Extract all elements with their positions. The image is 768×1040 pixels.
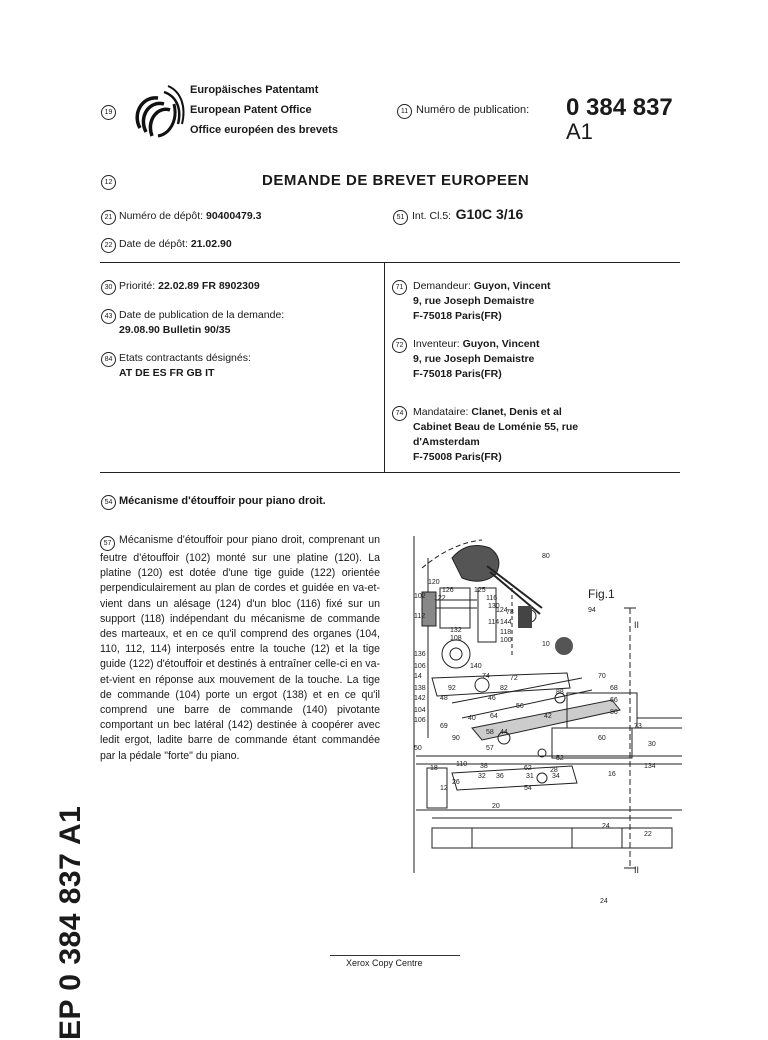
reference-numeral: 34 (552, 773, 560, 780)
representative (413, 406, 562, 418)
publication-kind: A1 (566, 119, 593, 144)
inid-code-19: 19 (101, 105, 116, 120)
inventor-label: Inventeur: (413, 338, 460, 350)
inid-code-43: 43 (101, 309, 116, 324)
reference-numeral: 69 (440, 723, 448, 730)
applicant-name: Guyon, Vincent (473, 280, 551, 292)
inid-code-72: 72 (392, 338, 407, 353)
inid-code-21: 21 (101, 210, 116, 225)
reference-numeral: 104 (414, 707, 426, 714)
reference-numeral: 46 (488, 695, 496, 702)
priority-label: Priorité: (119, 280, 156, 292)
inid-code-71: 71 (392, 280, 407, 295)
reference-numeral: 90 (452, 735, 460, 742)
publication-date-label: Date de publication de la demande: (119, 309, 285, 321)
reference-numeral: 57 (486, 745, 494, 752)
reference-numeral: 64 (490, 713, 498, 720)
reference-numeral: 124 (496, 607, 508, 614)
reference-numeral: 20 (492, 803, 500, 810)
inid-code-84: 84 (101, 352, 116, 367)
inid-code-30: 30 (101, 280, 116, 295)
reference-numeral: 82 (500, 685, 508, 692)
reference-numeral: 50 (414, 745, 422, 752)
reference-numeral: 140 (470, 663, 482, 670)
inventor-address-line: 9, rue Joseph Demaistre (413, 353, 535, 365)
representative-address-line: F-75008 Paris(FR) (413, 451, 502, 463)
reference-numeral: 28 (550, 767, 558, 774)
reference-numeral: 24 (602, 823, 610, 830)
separator-line (100, 262, 680, 263)
abstract (100, 533, 380, 764)
reference-numeral: 138 (414, 685, 426, 692)
reference-numeral: 18 (430, 765, 438, 772)
priority-value: 22.02.89 FR 8902309 (158, 280, 260, 292)
reference-numeral: 48 (440, 695, 448, 702)
reference-numeral: 24 (600, 898, 608, 905)
representative-address-line: d'Amsterdam (413, 436, 480, 448)
int-classification-value: G10C 3/16 (455, 206, 524, 222)
inid-code-22: 22 (101, 238, 116, 253)
reference-numeral: 106 (414, 663, 426, 670)
reference-numeral: 62 (524, 765, 532, 772)
epo-logo (130, 84, 184, 144)
reference-numeral: 126 (442, 587, 454, 594)
publication-number: 0 384 837 (566, 94, 673, 121)
inid-code-74: 74 (392, 406, 407, 421)
reference-numeral: 102 (414, 593, 426, 600)
reference-numeral: 66 (610, 697, 618, 704)
reference-numeral: 32 (478, 773, 486, 780)
reference-numeral: 86 (610, 709, 618, 716)
reference-numeral: 78 (506, 609, 514, 616)
reference-numeral: 68 (610, 685, 618, 692)
reference-numeral: 16 (608, 771, 616, 778)
reference-numeral: 100 (500, 637, 512, 644)
application-number-label: Numéro de dépôt: (119, 210, 204, 222)
inid-code-11: 11 (397, 104, 412, 119)
invention-title: Mécanisme d'étouffoir pour piano droit. (119, 495, 326, 507)
application-number (119, 210, 261, 222)
application-number-value: 90400479.3 (205, 210, 262, 222)
applicant (413, 280, 551, 292)
applicant-label: Demandeur: (413, 280, 471, 292)
reference-numeral: 136 (414, 651, 426, 658)
representative-address-line: Cabinet Beau de Loménie 55, rue (413, 421, 579, 433)
applicant-address-line: F-75018 Paris(FR) (413, 310, 502, 322)
footer-copy-centre: Xerox Copy Centre (346, 958, 423, 968)
reference-numeral: 74 (482, 673, 490, 680)
inventor-address-line: F-75018 Paris(FR) (413, 368, 502, 380)
reference-numeral: 106 (414, 717, 426, 724)
reference-numeral: 108 (450, 635, 462, 642)
representative-label: Mandataire: (413, 406, 469, 418)
designated-states-label: Etats contractants désignés: (119, 352, 251, 364)
inid-code-54: 54 (101, 495, 116, 510)
reference-numeral: 26 (452, 779, 460, 786)
section-mark-bottom: II (634, 865, 640, 875)
reference-numeral: 116 (486, 595, 498, 602)
office-name-en: European Patent Office (190, 104, 312, 116)
reference-numeral: 132 (450, 627, 462, 634)
reference-numeral: 72 (510, 675, 518, 682)
designated-states-value: AT DE ES FR GB IT (119, 367, 215, 379)
reference-numeral: 122 (434, 595, 446, 602)
filing-date (119, 238, 232, 250)
inid-code-51: 51 (393, 210, 408, 225)
reference-numeral: 58 (486, 729, 494, 736)
applicant-address-line: 9, rue Joseph Demaistre (413, 295, 535, 307)
reference-numeral: 144 (500, 619, 512, 626)
reference-numeral: 73 (634, 723, 642, 730)
reference-numeral: 22 (644, 831, 652, 838)
filing-date-label: Date de dépôt: (119, 238, 188, 250)
reference-numeral: 125 (474, 587, 486, 594)
filing-date-value: 21.02.90 (190, 238, 232, 250)
reference-numeral: 88 (556, 689, 564, 696)
reference-numeral: 142 (414, 695, 426, 702)
reference-numeral: 92 (448, 685, 456, 692)
reference-numeral: 30 (648, 741, 656, 748)
int-classification (412, 206, 523, 224)
publication-number-label: Numéro de publication: (416, 104, 530, 116)
reference-numeral: 38 (480, 763, 488, 770)
mechanism-drawing (392, 528, 690, 905)
reference-numeral: 14 (414, 673, 422, 680)
office-name-fr: Office européen des brevets (190, 124, 338, 136)
reference-numeral: 12 (440, 785, 448, 792)
representative-name: Clanet, Denis et al (471, 406, 562, 418)
abstract-text: Mécanisme d'étouffoir pour piano droit, comprenant un feutre d'étouffoir (102) monté sur une platine (120). La platine (120) est dotée d'une tige guide (122) orientée perpendiculairement au plan de cordes et guidée en va-et-vient dans un alésage (124) d'un bloc (116) fixé sur un support (118) indépendant du mécanisme de commande des marteaux, et en ce qu'il comprend des organes (104, 110, 112, 114) interposés entre la touche (12) et la tige guide (122) d'étouffoir et destinés à entraîner celle-ci en va-et-vient en réponse aux mouvement de la touche. La tige de commande (104) porte un ergot (138) et en ce qu'il comprend une barre de commande (140) pivotante comportant un bec latéral (142) destinée à coopérer avec ledit ergot, ladite barre de commande étant commandée par la pédale "forte" du piano. (100, 534, 380, 762)
footer-rule (330, 955, 460, 956)
reference-numeral: 120 (428, 579, 440, 586)
office-name-de: Europäisches Patentamt (190, 84, 319, 96)
reference-numeral: 114 (488, 619, 500, 626)
priority (119, 280, 260, 292)
side-publication-number: EP 0 384 837 A1 (54, 805, 87, 1040)
reference-numeral: 54 (524, 785, 532, 792)
inid-code-12: 12 (101, 175, 116, 190)
reference-numeral: 94 (588, 607, 596, 614)
reference-numeral: 44 (500, 729, 508, 736)
reference-numeral: 60 (598, 735, 606, 742)
inventor-name: Guyon, Vincent (462, 338, 540, 350)
column-divider (384, 262, 385, 472)
reference-numeral: 42 (544, 713, 552, 720)
section-mark-top: II (634, 620, 640, 630)
reference-numeral: 31 (526, 773, 534, 780)
reference-numeral: 80 (542, 553, 550, 560)
reference-numeral: 112 (414, 613, 426, 620)
inventor (413, 338, 539, 350)
reference-numeral: 134 (644, 763, 656, 770)
document-type-title: DEMANDE DE BREVET EUROPEEN (262, 172, 530, 189)
publication-date-value: 29.08.90 Bulletin 90/35 (119, 324, 231, 336)
reference-numeral: 56 (516, 703, 524, 710)
reference-numeral: 110 (456, 761, 468, 768)
reference-numeral: 118 (500, 629, 512, 636)
reference-numeral: 70 (598, 673, 606, 680)
figure-label: Fig.1 (588, 587, 615, 601)
inid-code-57: 57 (100, 536, 115, 551)
separator-line (100, 472, 680, 473)
reference-numeral: 130 (488, 603, 500, 610)
int-classification-label: Int. Cl.5: (412, 210, 452, 222)
reference-numeral: 10 (542, 641, 550, 648)
reference-numeral: 36 (496, 773, 504, 780)
reference-numeral: 40 (468, 715, 476, 722)
reference-numeral: 52 (556, 755, 564, 762)
